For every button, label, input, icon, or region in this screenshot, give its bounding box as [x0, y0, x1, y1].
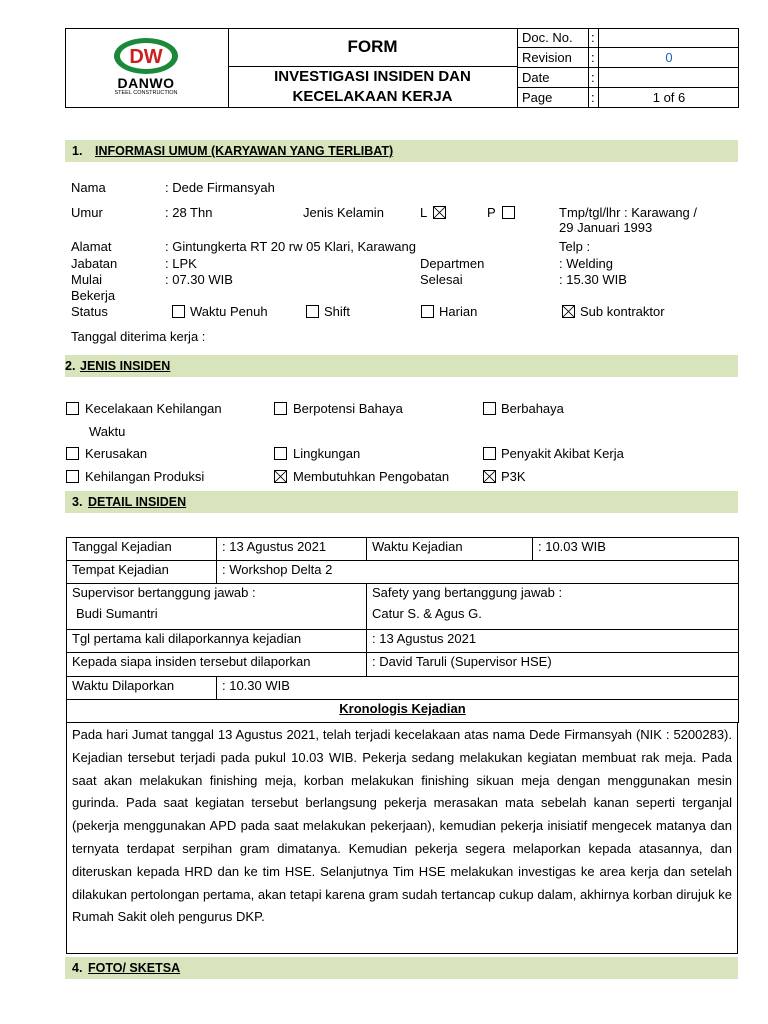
tgl-dilaporkan-label-cell	[66, 629, 367, 653]
section4-number: 4.	[72, 961, 83, 975]
status-label: Status	[71, 304, 108, 319]
check-x-icon	[434, 207, 445, 218]
jenis-kerusakan-checkbox[interactable]	[66, 447, 79, 460]
jenis-kecelakaan-label: Kecelakaan Kehilangan	[85, 401, 222, 416]
tgl-dilaporkan-value-cell	[366, 629, 739, 653]
logo-text: DW	[129, 46, 163, 68]
kronologis-title: Kronologis Kejadian	[339, 701, 466, 716]
telp-label: Telp :	[559, 239, 591, 254]
jenis-berbahaya-label: Berbahaya	[501, 401, 564, 416]
section2-title: JENIS INSIDEN	[80, 359, 171, 373]
jenis-kecelakaan-checkbox[interactable]	[66, 402, 79, 415]
company-subname: STEEL CONSTRUCTION	[114, 90, 178, 96]
jenis-kecelakaan-label-2: Waktu	[89, 424, 126, 439]
supervisor-value: Budi Sumantri	[76, 606, 158, 621]
tempat-kejadian-value: : Workshop Delta 2	[222, 562, 333, 577]
date-colon: :	[591, 70, 595, 85]
status-harian-label: Harian	[439, 304, 478, 319]
form-title-line2: KECELAKAAN KERJA	[292, 88, 453, 105]
kronologis-title-cell	[66, 699, 739, 723]
section1-bar	[65, 140, 738, 162]
jk-l-label: L	[420, 205, 428, 220]
jk-p-checkbox[interactable]	[502, 206, 515, 219]
section2-bar	[65, 355, 738, 377]
jenis-berpotensi-bahaya-checkbox[interactable]	[274, 402, 287, 415]
jk-p-label: P	[487, 205, 496, 220]
alamat-value: : Gintungkerta RT 20 rw 05 Klari, Karawang	[165, 239, 416, 254]
check-x-icon	[484, 471, 495, 482]
kepada-value-cell	[366, 652, 739, 677]
revision-value: 0	[665, 50, 673, 65]
selesai-label: Selesai	[420, 272, 463, 287]
company-logo	[110, 36, 182, 98]
waktu-dilaporkan-value: : 10.30 WIB	[222, 678, 290, 693]
jenis-membutuhkan-pengobatan-label: Membutuhkan Pengobatan	[293, 469, 450, 484]
selesai-value: : 15.30 WIB	[559, 272, 627, 287]
tanggal-kejadian-label-cell	[66, 537, 217, 561]
kepada-label: Kepada siapa insiden tersebut dilaporkan	[72, 654, 311, 669]
kepada-value: : David Taruli (Supervisor HSE)	[372, 654, 552, 669]
company-name: DANWO	[117, 75, 175, 91]
departmen-value: : Welding	[559, 256, 613, 271]
tgl-dilaporkan-value: : 13 Agustus 2021	[372, 631, 477, 646]
waktu-kejadian-value-cell	[532, 537, 739, 561]
jenis-lingkungan-label: Lingkungan	[293, 446, 361, 461]
safety-value: Catur S. & Agus G.	[372, 606, 482, 621]
section3-bar	[65, 491, 738, 513]
tempat-kejadian-label-cell	[66, 560, 217, 584]
date-label: Date	[522, 70, 550, 85]
umur-label: Umur	[71, 205, 103, 220]
tgl-dilaporkan-label: Tgl pertama kali dilaporkannya kejadian	[72, 631, 302, 646]
form-title-line1: INVESTIGASI INSIDEN DAN	[274, 68, 471, 85]
jenis-p3k-label: P3K	[501, 469, 526, 484]
jenis-penyakit-checkbox[interactable]	[483, 447, 496, 460]
doc-no-colon: :	[591, 30, 595, 45]
waktu-kejadian-label-cell	[366, 537, 533, 561]
revision-colon: :	[591, 50, 595, 65]
waktu-dilaporkan-label: Waktu Dilaporkan	[72, 678, 175, 693]
waktu-dilaporkan-value-cell	[216, 676, 739, 700]
header-title-divider	[228, 66, 517, 67]
supervisor-cell	[66, 583, 367, 630]
section4-title: FOTO/ SKETSA	[88, 961, 181, 975]
status-sub-kontraktor-checkbox[interactable]	[562, 305, 575, 318]
nama-label: Nama	[71, 180, 106, 195]
status-sub-kontraktor-label: Sub kontraktor	[580, 304, 665, 319]
status-shift-checkbox[interactable]	[306, 305, 319, 318]
nama-value: : Dede Firmansyah	[165, 180, 275, 195]
tanggal-diterima-label: Tanggal diterima kerja :	[71, 329, 206, 344]
section4-bar	[65, 957, 738, 979]
revision-label: Revision	[522, 50, 572, 65]
page-value: 1 of 6	[652, 90, 686, 105]
check-x-icon	[563, 306, 574, 317]
jk-l-checkbox[interactable]	[433, 206, 446, 219]
page-label: Page	[522, 90, 553, 105]
jenis-kehilangan-produksi-label: Kehilangan Produksi	[85, 469, 205, 484]
tmp-tgl-lahir-line1: Tmp/tgl/lhr : Karawang /	[559, 205, 697, 220]
form-label: FORM	[347, 37, 398, 56]
jenis-membutuhkan-pengobatan-checkbox[interactable]	[274, 470, 287, 483]
supervisor-label: Supervisor bertanggung jawab :	[72, 585, 256, 600]
mulai-value: : 07.30 WIB	[165, 272, 233, 287]
status-harian-checkbox[interactable]	[421, 305, 434, 318]
jenis-penyakit-label: Penyakit Akibat Kerja	[501, 446, 624, 461]
mulai-label-2: Bekerja	[71, 288, 116, 303]
tanggal-kejadian-value-cell	[216, 537, 367, 561]
jenis-berpotensi-bahaya-label: Berpotensi Bahaya	[293, 401, 403, 416]
status-shift-label: Shift	[324, 304, 351, 319]
waktu-kejadian-value: : 10.03 WIB	[538, 539, 606, 554]
status-waktu-penuh-label: Waktu Penuh	[190, 304, 268, 319]
tanggal-kejadian-label: Tanggal Kejadian	[72, 539, 172, 554]
tempat-kejadian-label: Tempat Kejadian	[72, 562, 169, 577]
mulai-label: Mulai	[71, 272, 103, 287]
section2-number: 2.	[65, 359, 76, 373]
umur-value: : 28 Thn	[165, 205, 213, 220]
header-info-grid	[517, 28, 739, 108]
alamat-label: Alamat	[71, 239, 112, 254]
jabatan-value: : LPK	[165, 256, 197, 271]
departmen-label: Departmen	[420, 256, 485, 271]
logo-emblem-icon	[110, 36, 182, 76]
waktu-kejadian-label: Waktu Kejadian	[372, 539, 463, 554]
jenis-kerusakan-label: Kerusakan	[85, 446, 148, 461]
section3-number: 3.	[72, 495, 83, 509]
tmp-tgl-lahir-line2: 29 Januari 1993	[559, 220, 653, 235]
tempat-kejadian-value-cell	[216, 560, 739, 584]
jenis-p3k-checkbox[interactable]	[483, 470, 496, 483]
section1-title: INFORMASI UMUM (KARYAWAN YANG TERLIBAT)	[95, 144, 394, 158]
jabatan-label: Jabatan	[71, 256, 118, 271]
status-waktu-penuh-checkbox[interactable]	[172, 305, 185, 318]
safety-label: Safety yang bertanggung jawab :	[372, 585, 563, 600]
page-colon: :	[591, 90, 595, 105]
safety-cell	[366, 583, 739, 630]
kronologis-text: Pada hari Jumat tanggal 13 Agustus 2021, telah terjadi kecelakaan atas nama Dede Firmansyah (NIK : 5200283). Kejadian tersebut terjadi pada pukul 10.03 WIB. Pekerja sedang melakukan kegiatan membuat rak meja. Pada saat akan melakukan finishing meja, korban melakukan finishing sikuan meja dengan menggunakan mesin gurinda. Pada saat kegiatan tersebut berlangsung pekerja merasakan mata sebelah kanan seperti terganjal (pekerja menggunakan APD pada saat melakukan pekerjaan), kemudian pekerja inisiatif mengecek matanya dan ternyata terdapat serpihan gram dimatanya. Kemudian pekerja segera melaporkan kepada atasannya, dan diteruskan kepada HRD dan ke tim HSE. Selanjutnya Tim HSE melakukan investigas ke area kerja dan setelah dilakukan pertolongan pertama, akan tetapi karena gram sudah tertancap cukup dalam, akhirnya korban dirujuk ke Rumah Sakit oleh pengurus DKP.	[66, 722, 738, 954]
doc-no-label: Doc. No.	[522, 30, 573, 45]
tanggal-kejadian-value: : 13 Agustus 2021	[222, 539, 327, 554]
waktu-dilaporkan-label-cell	[66, 676, 217, 700]
jenis-kehilangan-produksi-checkbox[interactable]	[66, 470, 79, 483]
jenis-kelamin-label: Jenis Kelamin	[303, 205, 384, 220]
check-x-icon	[275, 471, 286, 482]
jenis-berbahaya-checkbox[interactable]	[483, 402, 496, 415]
section3-title: DETAIL INSIDEN	[88, 495, 187, 509]
kepada-label-cell	[66, 652, 367, 677]
jenis-lingkungan-checkbox[interactable]	[274, 447, 287, 460]
section1-number: 1.	[72, 144, 83, 158]
